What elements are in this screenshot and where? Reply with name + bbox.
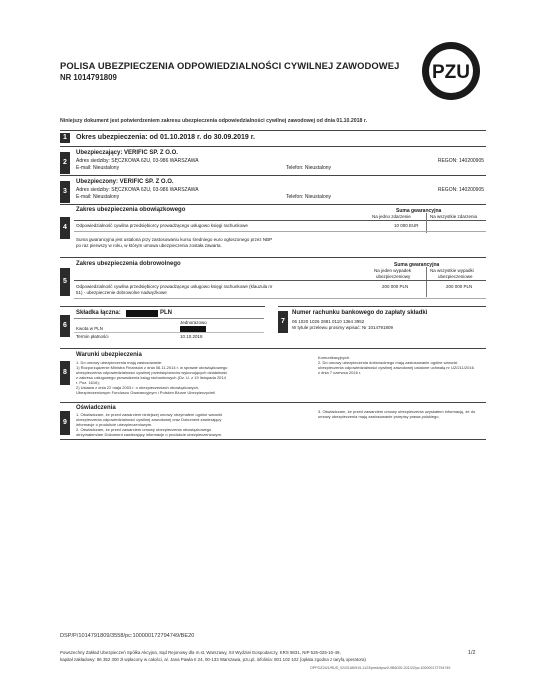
section-number: 2	[60, 152, 70, 174]
insured-address: Adres siedziby: SĘCZKOWA 62U, 03-986 WARSZAWA	[76, 187, 199, 193]
footer-line-1: Powszechny Zakład Ubezpieczeń Spółka Akcyjna, Sąd Rejonowy dla m.st. Warszawy, XII Wydział Gospodarczy, KRS 9831, NIP 526-025-10-49,	[60, 650, 341, 655]
statements-right: 3. Oświadczam, że przed zawarciem umowy ubezpieczenia uzyskałem informację, że do umowy ubezpieczenia mają zastosowanie przepisy prawa polskiego.	[318, 409, 476, 419]
mandatory-note-1: Suma gwarancyjna jest ustalona przy zastosowaniu kursu średniego euro ogłoszonego przez NBP	[76, 237, 273, 242]
conditions-right: Komunikacyjnych. 2. Do umowy ubezpieczenia dobrowolnego mają zastosowanie ogólne warunki ubezpieczenia odpowiedzialności cywilnej zawodowej ustalone uchwałą nr UZ/211/2016 z dnia 7 czerwca 2016 r.	[318, 355, 474, 375]
premium-date-value: 10.10.2018	[180, 334, 203, 339]
transfer-title: W tytule przelewu prosimy wpisać: Nr 1014791809	[292, 325, 394, 330]
insurance-period: Okres ubezpieczenia: od 01.10.2018 r. do 30.09.2019 r.	[76, 134, 255, 141]
policyholder-phone: Telefon: Nieustalony	[286, 165, 332, 171]
insured-heading: Ubezpieczony: VERIFIC SP. Z O.O.	[76, 179, 174, 185]
bank-account-heading: Numer rachunku bankowego do zapłaty składki	[292, 310, 428, 316]
voluntary-scope-heading: Zakres ubezpieczenia dobrowolnego	[76, 261, 181, 267]
section-number: 5	[60, 268, 70, 296]
section-8	[60, 348, 486, 401]
sum-heading: Suma gwarancyjna	[394, 262, 440, 268]
section-2	[60, 146, 486, 175]
col-all-events: Na wszystkie zdarzenia	[430, 214, 478, 219]
section-4	[60, 204, 486, 255]
col-one-accident-b: ubezpieczeniowy	[376, 274, 411, 279]
mandatory-note-2: po raz pierwszy w roku, w którym umowa ubezpieczenia została zawarta.	[76, 243, 222, 248]
premium-once: Jednorazowo	[180, 320, 207, 325]
section-6	[60, 306, 265, 347]
section-number: 1	[60, 133, 70, 143]
logo-text: PZU	[432, 62, 470, 83]
section-number: 6	[60, 315, 70, 337]
bank-account-number: 06 1020 1026 2881 0110 1364 3952	[292, 319, 365, 324]
col-all-accidents-a: Na wszystkie wypadki	[430, 268, 474, 273]
footer-small-code: OPPOZ24/1/RUS_02/20180919-1123/pred/dpsz0-9B6020-2013/2/pc:100000172794749	[310, 666, 451, 670]
premium-rate-label: Kwota w PLN	[76, 326, 104, 331]
premium-date-label: Termin płatności	[76, 334, 109, 339]
section-number: 4	[60, 217, 70, 239]
section-3	[60, 175, 486, 204]
premium-currency: PLN	[160, 310, 172, 316]
conditions-left: 1. Do umowy ubezpieczenia mają zastosowanie: 1) Rozporządzenie Ministra Finansów z dnia 06.11.2014 r. w sprawie obowiązkowego ubezpieczenia odpowiedzialności cywilnej przedsiębiorców wykonujących działalność z zakresu usługowego prowadzenia ksiąg rachunkowych (Dz. U. z 19 listopada 2014 r. Poz. 1616); 2) Ustawa z dnia 22 maja 2003 r. o ubezpieczeniach obowiązkowych, Ubezpieczeniowym Funduszu Gwarancyjnym i Polskim Biurze Ubezpieczycieli	[76, 360, 228, 395]
section-9	[60, 402, 486, 440]
insured-phone: Telefon: Nieustalony	[286, 194, 332, 200]
section-number: 8	[60, 361, 70, 385]
section-number: 3	[60, 181, 70, 203]
statements-heading: Oświadczenia	[76, 405, 116, 411]
sum-heading: Suma gwarancyjna	[396, 208, 442, 214]
section-number: 7	[278, 311, 288, 333]
intro-text: Niniejszy dokument jest potwierdzeniem zakresu ubezpieczenia odpowiedzialności cywilnej zawodowej od dnia 01.10.2018 r.	[60, 118, 368, 124]
statements-left: 1. Oświadczam, że przed zawarciem niniejszej umowy otrzymałem ogólne warunki ubezpieczenia odpowiedzialności cywilnej zawodowej oraz Dokument zawierający informacje o produkcie ubezpieczeniowym. 2. Oświadczam, że przed zawarciem umowy ubezpieczenia obowiązkowego otrzymałem/am Dokument zawierający informacje o produkcie ubezpieczeniowym.	[76, 412, 223, 437]
col-one-accident-a: Na jeden wypadek	[374, 268, 412, 273]
voluntary-row-label-2: 51) - ubezpieczenie dobrowolne nadwyżkowe	[76, 290, 167, 295]
policyholder-regon: REGON: 140200905	[437, 158, 484, 164]
policyholder-address: Adres siedziby: SĘCZKOWA 62U, 03-986 WARSZAWA	[76, 158, 199, 164]
voluntary-value-2: 200 000 PLN	[446, 284, 473, 289]
mandatory-row-value: 10 000 EUR	[394, 223, 419, 228]
col-all-accidents-b: ubezpieczeniowe	[438, 274, 473, 279]
pzu-logo	[421, 41, 481, 101]
section-5	[60, 257, 486, 304]
mandatory-row-label: Odpowiedzialność cywilna przedsiębiorcy prowadzącego usługowo księgi rachunkowe	[76, 223, 248, 228]
mandatory-scope-heading: Zakres ubezpieczenia obowiązkowego	[76, 207, 186, 213]
redacted-amount	[126, 310, 158, 317]
policy-number: NR 1014791809	[60, 73, 117, 82]
section-number: 9	[60, 411, 70, 435]
footer-line-2: kapitał zakładowy: 86 352 300 zł wpłacony w całości, al. Jana Pawła II 24, 00-133 Warszawa, pzu.pl, infolinia: 801 102 102 (opłata zgodna z taryfą operatora)	[60, 657, 366, 662]
premium-heading: Składka łączna:	[76, 310, 121, 316]
voluntary-row-label-1: Odpowiedzialność cywilna przedsiębiorcy prowadzącego usługowo księgi rachunkowe (klauzula nr	[76, 284, 273, 289]
section-7	[278, 306, 486, 347]
policyholder-heading: Ubezpieczający: VERIFIC SP. Z O.O.	[76, 150, 178, 156]
insured-regon: REGON: 140200905	[437, 187, 484, 193]
insured-email: E-mail: Nieustalony	[76, 194, 120, 200]
col-one-event: Na jedno zdarzenie	[372, 214, 411, 219]
policy-title: POLISA UBEZPIECZENIA ODPOWIEDZIALNOŚCI CYWILNEJ ZAWODOWEJ	[60, 60, 400, 71]
voluntary-value-1: 200 000 PLN	[382, 284, 409, 289]
document-code: DSP/P/1014791809/3558/pc:100000172794749/BE20	[60, 633, 195, 639]
policyholder-email: E-mail: Nieustalony	[76, 165, 120, 171]
conditions-heading: Warunki ubezpieczenia	[76, 352, 142, 358]
page-number: 1/2	[468, 650, 476, 656]
section-1	[60, 130, 486, 143]
